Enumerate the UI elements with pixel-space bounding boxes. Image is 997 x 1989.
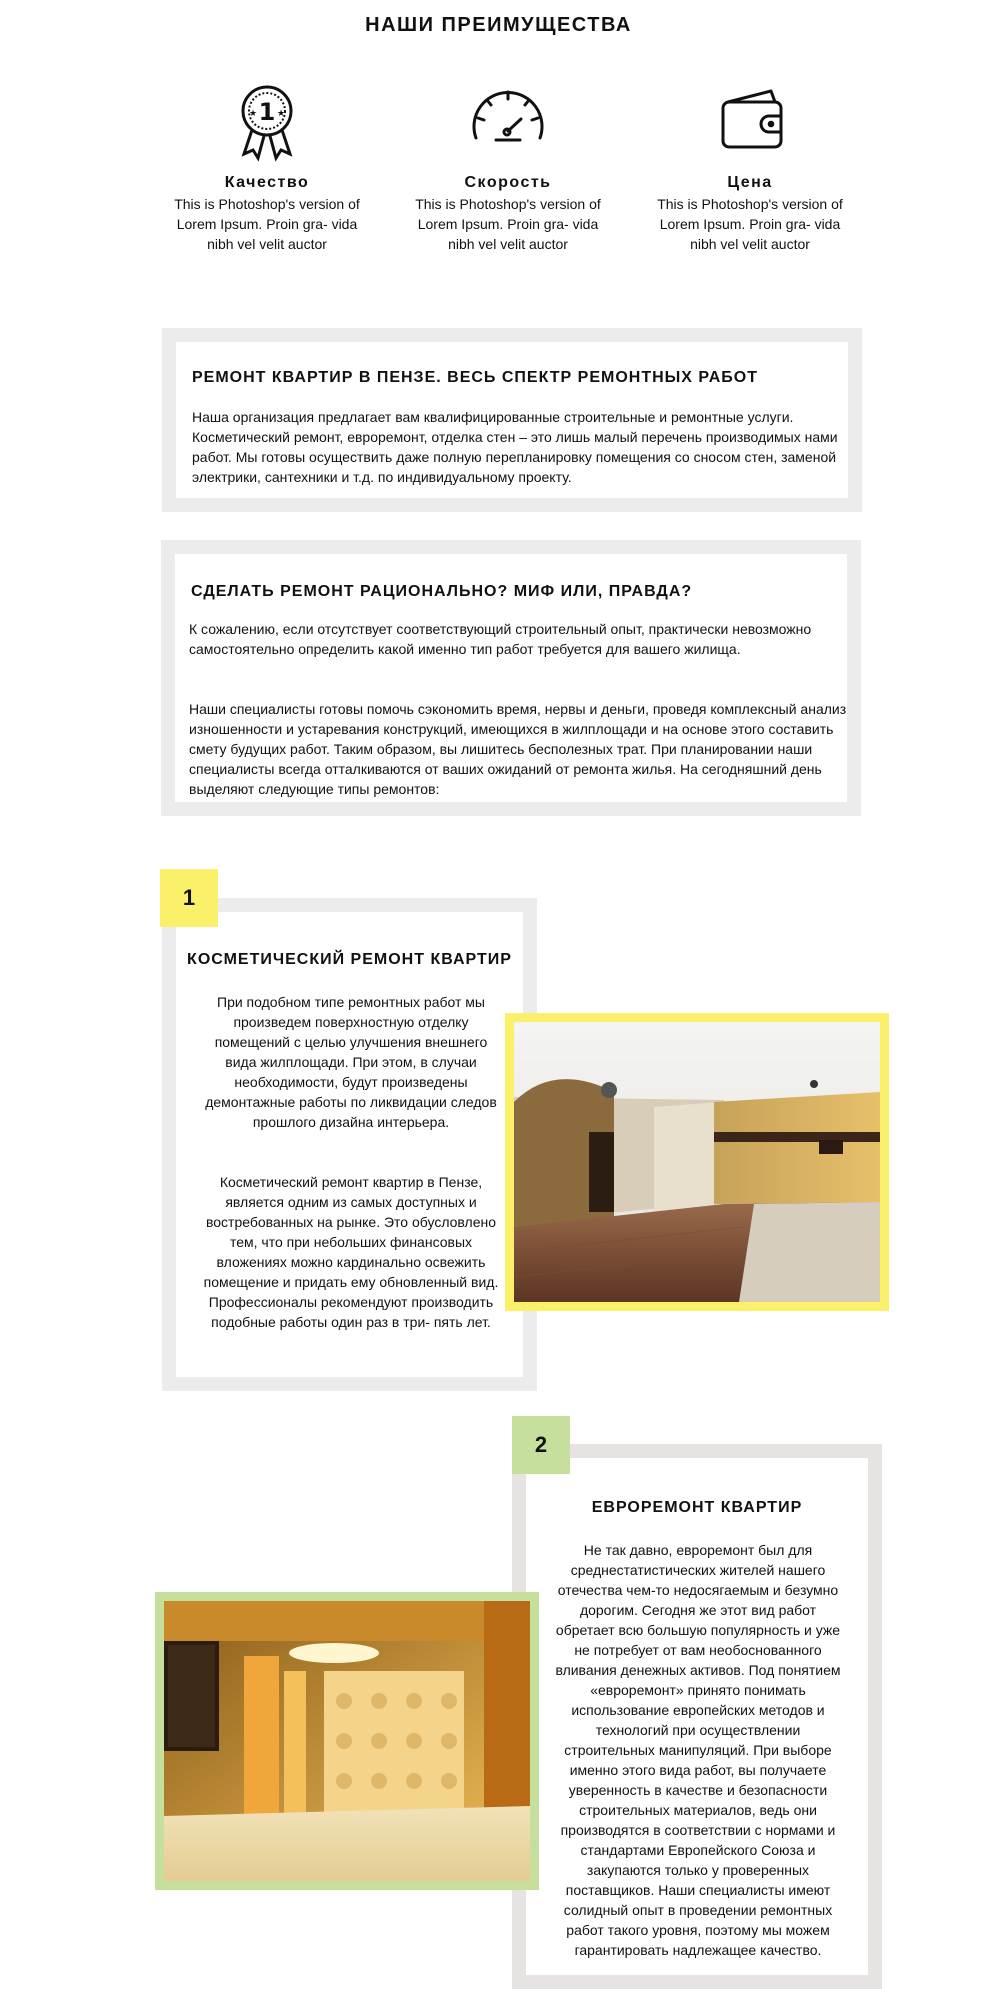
- advantage-text: This is Photoshop's version of Lorem Ipsum. Proin gra- vida nibh vel velit auctor: [415, 196, 601, 252]
- euro-repair-text: Не так давно, евроремонт был для среднестатистических жителей нашего отечества чем-то недосягаемым и безумно дорогим. Сегодня же этот вид работ обретает всю большую популярность и уже не потребует от вам необоснованного вливания денежных активов. Под понятием «евроремонт» принято понимать использование европейских методов и технологий при осуществлении строительных манипуляций. При выборе именно этого вида работ, вы получаете уверенность в качестве и безопасности строительных материалов, ведь они производятся в соответствии с нормами и стандартами Европейского Союза и закупаются только у проверенных поставщиков. Наши специалисты имеют солидный опыт в проведении ремонтных работ такого уровня, поэтому мы можем гарантировать надлежащее качество.: [555, 1542, 841, 1958]
- cosmetic-repair-title: КОСМЕТИЧЕСКИЙ РЕМОНТ КВАРТИР: [187, 951, 512, 968]
- cosmetic-repair-card: [162, 898, 537, 1391]
- advantage-quality: [167, 78, 367, 254]
- type-number-badge: 2: [512, 1416, 570, 1474]
- advantage-title: Качество: [224, 174, 310, 191]
- svg-text:★: ★: [276, 108, 286, 118]
- cosmetic-repair-photo: [505, 1013, 889, 1311]
- euro-repair-title: ЕВРОРЕМОНТ КВАРТИР: [591, 1499, 803, 1516]
- medal-icon: [222, 78, 312, 168]
- advantage-text: This is Photoshop's version of Lorem Ipsum. Proin gra- vida nibh vel velit auctor: [174, 196, 360, 252]
- advantage-speed: [408, 78, 608, 254]
- repair-intro-title: РЕМОНТ КВАРТИР В ПЕНЗЕ. ВЕСЬ СПЕКТР РЕМОНТНЫХ РАБОТ: [192, 369, 758, 386]
- svg-text:1: 1: [258, 98, 276, 126]
- repair-intro-card: [162, 328, 862, 512]
- advantage-title: Скорость: [464, 174, 552, 191]
- euro-repair-photo: [155, 1592, 539, 1890]
- repair-intro-text: Наша организация предлагает вам квалифицированные строительные и ремонтные услуги. Косметический ремонт, евроремонт, отделка стен – это лишь малый перечень производимых нами работ. Мы готовы осуществить даже полную перепланировку помещения со сносом стен, заменой электрики, сантехники и т.д. по индивидуальному проекту.: [192, 409, 838, 485]
- euro-repair-card: [512, 1444, 882, 1989]
- advantages-title: НАШИ ПРЕИМУЩЕСТВА: [365, 14, 632, 36]
- advantage-text: This is Photoshop's version of Lorem Ipsum. Proin gra- vida nibh vel velit auctor: [657, 196, 843, 252]
- type-number-badge: 1: [160, 869, 218, 927]
- cosmetic-repair-text-1: При подобном типе ремонтных работ мы произведем поверхностную отделку помещений с целью улучшения внешнего вида жилплощади. При этом, в случаи необходимости, будут произведены демонтажные работы по ликвидации следов прошлого дизайна интерьера.: [205, 994, 497, 1130]
- rational-repair-text-1: К сожалению, если отсутствует соответствующий строительный опыт, практически невозможно самостоятельно определить какой именно тип работ требуется для вашего жилища.: [189, 621, 812, 657]
- wallet-icon: [705, 78, 795, 168]
- cosmetic-repair-text-2: Косметический ремонт квартир в Пензе, является одним из самых доступных и востребованных на рынке. Это обусловлено тем, что при небольших финансовых вложениях можно кардинально освежить помещение и придать ему обновленный вид. Профессионалы рекомендуют производить подобные работы один раз в три- пять лет.: [203, 1174, 499, 1330]
- speedometer-icon: [463, 78, 553, 168]
- rational-repair-card: [161, 540, 861, 816]
- advantage-price: [650, 78, 850, 254]
- rational-repair-title: СДЕЛАТЬ РЕМОНТ РАЦИОНАЛЬНО? МИФ ИЛИ, ПРАВДА?: [191, 583, 693, 600]
- rational-repair-text-2: Наши специалисты готовы помочь сэкономить время, нервы и деньги, проведя комплексный анализ изношенности и устаревания конструкций, имеющихся в жилплощади и на основе этого составить смету будущих работ. Таким образом, вы лишитесь бесполезных трат. При планировании наши специалисты всегда отталкиваются от ваших ожиданий от ремонта жилья. На сегодняшний день выделяют следующие типы ремонтов:: [189, 701, 847, 797]
- svg-text:★: ★: [248, 108, 258, 118]
- advantage-title: Цена: [727, 174, 773, 191]
